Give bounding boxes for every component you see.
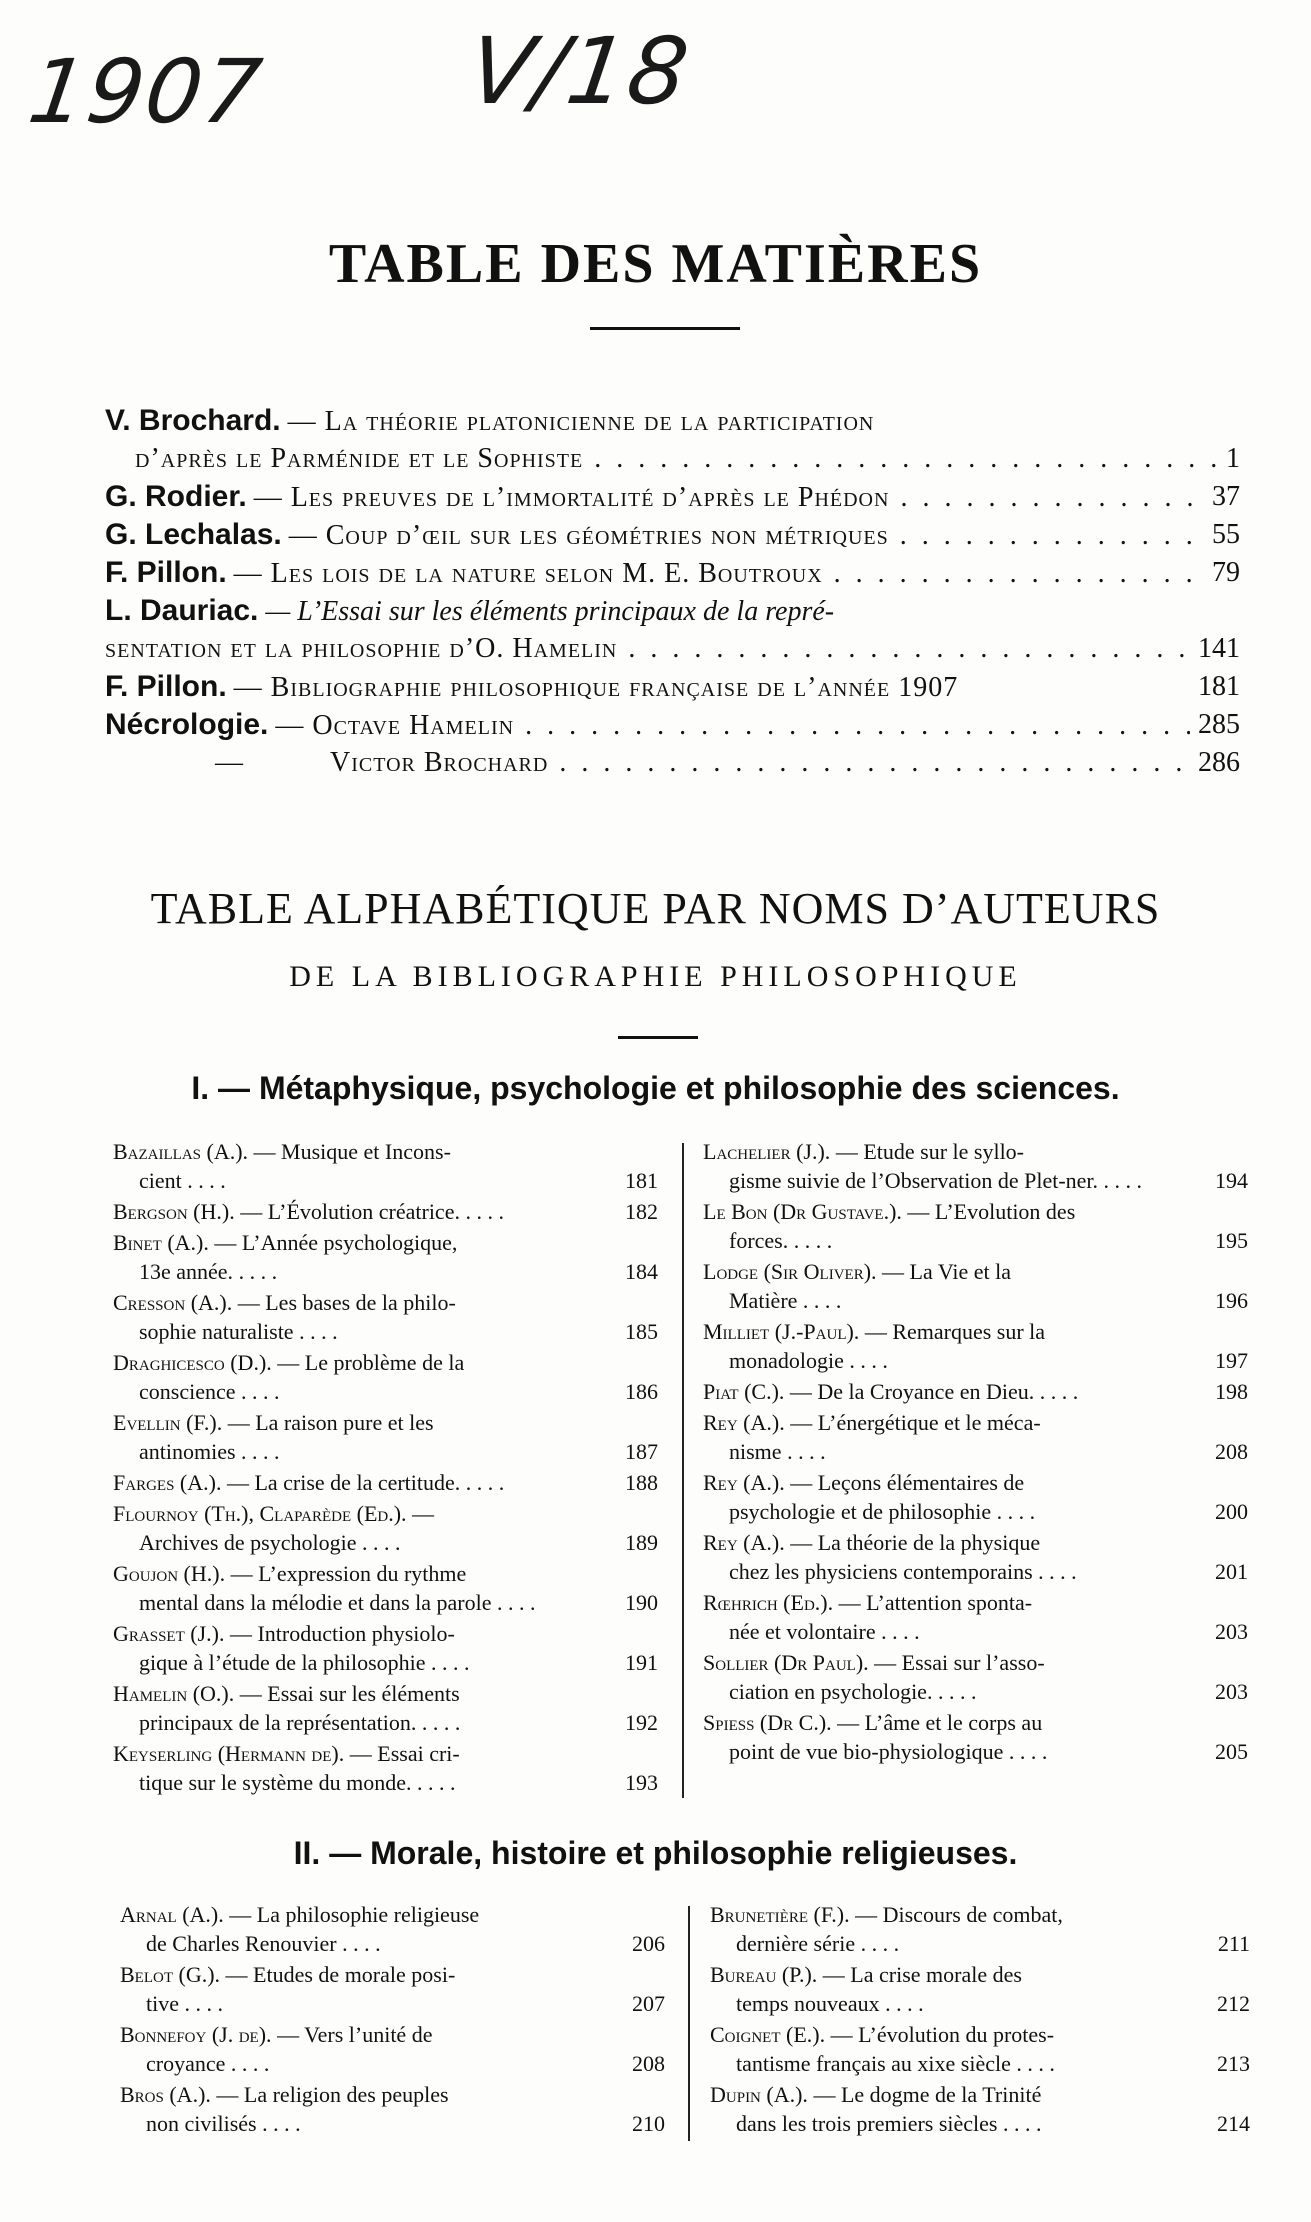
dot-leader: . . . . [181, 1168, 226, 1193]
toc-entry-continuation [105, 630, 1240, 668]
index-title: — Vers l’unité de [277, 2022, 433, 2047]
index-author: Bureau (P.). [710, 1962, 818, 1987]
index-title-continuation: non civilisés [146, 2111, 257, 2136]
toc-entry [105, 478, 1240, 516]
index-entry [703, 1708, 1248, 1766]
index-page: 194 [1215, 1168, 1248, 1193]
index-title-continuation: tive [146, 1991, 179, 2016]
index-title: — L’attention sponta- [838, 1590, 1033, 1615]
index-entry-text [113, 1468, 658, 1497]
handwritten-year: 1907 [22, 40, 270, 143]
index-author: Piat (C.). [703, 1379, 785, 1404]
index-page: 200 [1215, 1499, 1248, 1524]
index-entry [703, 1648, 1248, 1706]
index-entry-text [113, 1288, 658, 1346]
index-author: Brunetière (F.). [710, 1902, 850, 1927]
alphabetical-table-subtitle: DE LA BIBLIOGRAPHIE PHILOSOPHIQUE [289, 960, 1022, 993]
index-title-continuation: Archives de psychologie [139, 1530, 357, 1555]
index-title: — L’Année psychologique, [214, 1230, 458, 1255]
index-entry [113, 1468, 658, 1497]
index-title-continuation: principaux de la représentation. [139, 1710, 417, 1735]
index-title: — Le problème de la [277, 1350, 465, 1375]
index-entry-text [113, 1348, 658, 1406]
dot-leader: . . . . [991, 1499, 1036, 1524]
index-entry-text [113, 1619, 658, 1677]
index-page: 187 [625, 1439, 658, 1464]
index-title-continuation: gisme suivie de l’Observation de Plet-ner. [729, 1168, 1099, 1193]
index-page: 211 [1217, 1931, 1250, 1956]
index-author: Hamelin (O.). [113, 1681, 235, 1706]
index-entry [113, 1228, 658, 1286]
index-page: 214 [1217, 2111, 1250, 2136]
index-page: 182 [625, 1199, 658, 1224]
index-page: 196 [1215, 1288, 1248, 1313]
index-entry-text [113, 1679, 658, 1737]
index-author: Rey (A.). [703, 1530, 785, 1555]
index-author: Milliet (J.-Paul). [703, 1319, 860, 1344]
toc-page: 285 [1190, 706, 1240, 744]
index-title: — Les bases de la philo- [237, 1290, 456, 1315]
index-author: Belot (G.). [120, 1962, 221, 1987]
index-author: Le Bon (Dr Gustave.). [703, 1199, 902, 1224]
index-author: Rey (A.). [703, 1470, 785, 1495]
dot-leader: . . . . [997, 2111, 1042, 2136]
index-entry [113, 1408, 658, 1466]
toc-author: F. Pillon. [105, 556, 227, 589]
index-author: Bonnefoy (J. de). [120, 2022, 272, 2047]
index-entry [120, 2080, 665, 2138]
toc-text: — L’Essai sur les éléments principaux de la repré- [265, 596, 835, 627]
toc-author: G. Rodier. [105, 480, 247, 513]
dot-leader: . . . . [356, 1530, 401, 1555]
index-page: 191 [625, 1650, 658, 1675]
section-heading: I. — Métaphysique, psychologie et philosophie des sciences. [191, 1070, 1120, 1106]
toc-entry [105, 668, 1240, 706]
toc-page: 286 [1190, 744, 1240, 782]
index-column-left [113, 1137, 658, 1799]
index-title: — La crise de la certitude. [226, 1470, 461, 1495]
dot-leader: . . . . [1010, 2051, 1055, 2076]
index-page: 189 [625, 1530, 658, 1555]
index-title: — Essai sur l’asso- [874, 1650, 1045, 1675]
index-title: — L’Évolution créatrice. [240, 1199, 460, 1224]
index-entry-text [113, 1739, 658, 1797]
toc-author: Nécrologie. [105, 708, 269, 741]
dot-leader: . . . . [797, 1288, 842, 1313]
index-page: 193 [625, 1770, 658, 1795]
index-page: 206 [632, 1931, 665, 1956]
index-entry-text [120, 1960, 665, 2018]
index-column-right [710, 1900, 1250, 2140]
index-entry-text [703, 1648, 1248, 1706]
index-page: 188 [625, 1470, 658, 1495]
dot-leader: . . . . [1034, 1379, 1079, 1404]
index-entry-text [703, 1377, 1248, 1406]
index-title: — Musique et Incons- [253, 1139, 451, 1164]
index-page: 203 [1215, 1679, 1248, 1704]
index-page: 184 [625, 1259, 658, 1284]
index-entry-text [710, 2080, 1250, 2138]
toc-entry [105, 554, 1240, 592]
index-title: — La philosophie religieuse [229, 1902, 480, 1927]
index-entry [710, 1960, 1250, 2018]
index-title: — Remarques sur la [864, 1319, 1046, 1344]
index-page: 205 [1215, 1739, 1248, 1764]
index-title: — Essai cri- [349, 1741, 460, 1766]
toc-text: — Bibliographie philosophique française de l’année 1907 [233, 672, 959, 703]
dot-leader: . . . . [875, 1619, 920, 1644]
index-title-continuation: dernière série [736, 1931, 856, 1956]
toc-page: 55 [1204, 516, 1240, 554]
section-heading: II. — Morale, histoire et philosophie religieuses. [293, 1835, 1018, 1871]
index-title-continuation: nisme [729, 1439, 782, 1464]
index-title-continuation: dans les trois premiers siècles [736, 2111, 998, 2136]
dot-leader: . . . . [788, 1228, 833, 1253]
index-author: Farges (A.). [113, 1470, 222, 1495]
index-author: Spiess (Dr C.). [703, 1710, 832, 1735]
index-title: — La crise morale des [822, 1962, 1022, 1987]
dot-leader: . . . . [233, 1259, 278, 1284]
index-page: 195 [1215, 1228, 1248, 1253]
index-entry-text [113, 1197, 658, 1226]
index-title-continuation: temps nouveaux [736, 1991, 880, 2016]
index-entry-text [120, 2080, 665, 2138]
index-entry-text [120, 1900, 665, 1958]
toc-page: 37 [1204, 478, 1240, 516]
index-page: 190 [625, 1590, 658, 1615]
index-author: Keyserling (Hermann de). [113, 1741, 345, 1766]
index-author: Evellin (F.). [113, 1410, 223, 1435]
toc-author: V. Brochard. [105, 404, 281, 437]
toc-text: — Les lois de la nature selon M. E. Boutroux . . . [234, 558, 1240, 589]
index-title: — L’énergétique et le méca- [790, 1410, 1041, 1435]
index-entry [703, 1528, 1248, 1586]
dot-leader: . . . . [256, 2111, 301, 2136]
toc-author: G. Lechalas. [105, 518, 282, 551]
dot-leader: . . . . [855, 1931, 900, 1956]
index-entry-text [703, 1528, 1248, 1586]
index-page: 186 [625, 1379, 658, 1404]
index-author: Bros (A.). [120, 2082, 211, 2107]
index-entry [710, 2020, 1250, 2078]
index-title-continuation: point de vue bio-physiologique [729, 1739, 1004, 1764]
index-title: — De la Croyance en Dieu. [789, 1379, 1035, 1404]
index-entry-text [703, 1257, 1248, 1315]
index-entry-text [710, 1900, 1250, 1958]
index-title: — Introduction physiolo- [229, 1621, 455, 1646]
index-title-continuation: forces. [729, 1228, 789, 1253]
index-title: — La théorie de la physique [790, 1530, 1041, 1555]
index-page: 208 [1215, 1439, 1248, 1464]
index-entry-text [703, 1137, 1248, 1195]
index-entry [703, 1317, 1248, 1375]
dot-leader: . . . . [235, 1379, 280, 1404]
index-author: Rœhrich (Ed.). [703, 1590, 834, 1615]
index-entry [703, 1408, 1248, 1466]
index-title-continuation: chez les physiciens contemporains [729, 1559, 1033, 1584]
toc-text: sentation et la philosophie d’O. Hamelin . . . [105, 633, 1240, 664]
dot-leader: . . . . [1003, 1739, 1048, 1764]
index-title-continuation: sophie naturaliste [139, 1319, 294, 1344]
index-author: Grasset (J.). [113, 1621, 225, 1646]
dot-leader: . . . . [1098, 1168, 1143, 1193]
column-divider [682, 1143, 684, 1798]
index-page: 192 [625, 1710, 658, 1735]
index-entry-text [703, 1317, 1248, 1375]
index-entry [703, 1257, 1248, 1315]
table-of-contents [105, 402, 1240, 782]
index-entry-text [703, 1588, 1248, 1646]
index-entry-text [703, 1708, 1248, 1766]
index-page: 201 [1215, 1559, 1248, 1584]
index-entry [710, 1900, 1250, 1958]
index-title-continuation: tantisme français au xixe siècle [736, 2051, 1011, 2076]
toc-page: 141 [1190, 630, 1240, 668]
index-column-right [703, 1137, 1248, 1768]
index-entry [113, 1288, 658, 1346]
index-author: Lachelier (J.). [703, 1139, 831, 1164]
index-entry [113, 1679, 658, 1737]
dot-leader: . . . . [459, 1199, 504, 1224]
index-title: — Leçons élémentaires de [790, 1470, 1025, 1495]
toc-page: 1 [1218, 440, 1240, 478]
index-entry [113, 1137, 658, 1195]
index-author: Draghicesco (D.). [113, 1350, 272, 1375]
section-rule [618, 1036, 698, 1039]
index-entry-text [113, 1408, 658, 1466]
index-title: — Etudes de morale posi- [225, 1962, 456, 1987]
index-entry [113, 1348, 658, 1406]
index-entry-text [113, 1137, 658, 1195]
dot-leader: . . . . [781, 1439, 826, 1464]
toc-text: — La théorie platonicienne de la participation [287, 406, 875, 437]
alphabetical-table-title: TABLE ALPHABÉTIQUE PAR NOMS D’AUTEURS [150, 884, 1161, 933]
toc-entry [105, 402, 1240, 440]
dot-leader: . . . . [179, 1991, 223, 2016]
column-divider [688, 1906, 690, 2141]
dot-leader: . . . . [932, 1679, 977, 1704]
index-title-continuation: Matière [729, 1288, 798, 1313]
index-entry [113, 1739, 658, 1797]
index-title: — La Vie et la [882, 1259, 1012, 1284]
handwritten-volume: V/18 [462, 18, 697, 125]
toc-page: 79 [1204, 554, 1240, 592]
index-author: Goujon (H.). [113, 1561, 226, 1586]
index-author: Sollier (Dr Paul). [703, 1650, 869, 1675]
dot-leader: . . . . [235, 1439, 280, 1464]
index-title: — La religion des peuples [216, 2082, 449, 2107]
index-page: 210 [632, 2111, 665, 2136]
index-entry-text [113, 1499, 658, 1557]
title-rule [590, 327, 740, 330]
index-title: — Essai sur les éléments [239, 1681, 460, 1706]
dot-leader: . . . . [425, 1650, 470, 1675]
index-entry-text [120, 2020, 665, 2078]
index-title-continuation: conscience [139, 1379, 236, 1404]
index-title: — L’Evolution des [907, 1199, 1076, 1224]
index-entry-text [113, 1559, 658, 1617]
index-entry [120, 1900, 665, 1958]
toc-author: — [215, 747, 243, 778]
index-title: — Discours de combat, [855, 1902, 1063, 1927]
index-page: 203 [1215, 1619, 1248, 1644]
dot-leader: . . . . [411, 1770, 456, 1795]
index-title: — Etude sur le syllo- [835, 1139, 1025, 1164]
index-title: — L’expression du rythme [230, 1561, 467, 1586]
index-author: Bergson (H.). [113, 1199, 235, 1224]
dot-leader: . . . . [336, 1931, 381, 1956]
dot-leader: . . . . [225, 2051, 270, 2076]
index-author: Cresson (A.). [113, 1290, 233, 1315]
index-entry [120, 2020, 665, 2078]
toc-text: d’après le Parménide et le Sophiste . . . [135, 443, 1240, 474]
index-title-continuation: 13e année. [139, 1259, 234, 1284]
dot-leader: . . . . [460, 1470, 505, 1495]
toc-entry [105, 744, 1240, 782]
index-author: Rey (A.). [703, 1410, 785, 1435]
dot-leader: . . . . [1032, 1559, 1077, 1584]
index-author: Arnal (A.). [120, 1902, 224, 1927]
page-title: TABLE DES MATIÈRES [328, 233, 983, 295]
index-author: Dupin (A.). [710, 2082, 808, 2107]
dot-leader: . . . . [293, 1319, 338, 1344]
index-entry-text [703, 1468, 1248, 1526]
index-entry-text [703, 1197, 1248, 1255]
index-title-continuation: de Charles Renouvier [146, 1931, 337, 1956]
index-entry-text [710, 2020, 1250, 2078]
index-page: 208 [632, 2051, 665, 2076]
index-page: 181 [625, 1168, 658, 1193]
index-entry-text [703, 1408, 1248, 1466]
index-title: — L’évolution du protes- [830, 2022, 1055, 2047]
index-entry [113, 1559, 658, 1617]
index-title: — [412, 1501, 435, 1526]
index-title-continuation: croyance [146, 2051, 226, 2076]
index-page: 198 [1215, 1379, 1248, 1404]
index-entry [113, 1499, 658, 1557]
index-page: 213 [1217, 2051, 1250, 2076]
index-title: — Le dogme de la Trinité [813, 2082, 1042, 2107]
dot-leader: . . . . [416, 1710, 461, 1735]
index-title-continuation: monadologie [729, 1348, 844, 1373]
toc-entry-continuation [105, 440, 1240, 478]
toc-text: Victor Brochard . . . [250, 747, 1240, 778]
toc-author: F. Pillon. [105, 670, 227, 703]
index-entry [113, 1619, 658, 1677]
index-title-continuation: mental dans la mélodie et dans la parole [139, 1590, 492, 1615]
toc-author: L. Dauriac. [105, 594, 259, 627]
toc-text: — Coup d’œil sur les géométries non métriques . . . [289, 520, 1240, 551]
dot-leader: . . . . [491, 1590, 536, 1615]
index-column-left [120, 1900, 665, 2140]
toc-entry [105, 706, 1240, 744]
index-title: — L’âme et le corps au [837, 1710, 1043, 1735]
index-entry [120, 1960, 665, 2018]
index-entry [703, 1588, 1248, 1646]
index-entry [710, 2080, 1250, 2138]
index-page: 207 [632, 1991, 665, 2016]
index-entry [703, 1197, 1248, 1255]
toc-entry [105, 516, 1240, 554]
index-author: Binet (A.). [113, 1230, 209, 1255]
index-author: Flournoy (Th.), Claparède (Ed.). [113, 1501, 407, 1526]
dot-leader: . . . . [879, 1991, 924, 2016]
toc-text: — Les preuves de l’immortalité d’après le Phédon . . . [254, 482, 1240, 513]
index-entry [113, 1197, 658, 1226]
index-title: — La raison pure et les [227, 1410, 434, 1435]
index-entry-text [113, 1228, 658, 1286]
index-page: 212 [1217, 1991, 1250, 2016]
index-title-continuation: cient [139, 1168, 182, 1193]
index-author: Bazaillas (A.). [113, 1139, 249, 1164]
index-title-continuation: gique à l’étude de la philosophie [139, 1650, 426, 1675]
index-author: Coignet (E.). [710, 2022, 826, 2047]
index-title-continuation: tique sur le système du monde. [139, 1770, 412, 1795]
toc-page: 181 [1190, 668, 1240, 706]
index-title-continuation: antinomies [139, 1439, 236, 1464]
index-page: 185 [625, 1319, 658, 1344]
index-entry [703, 1468, 1248, 1526]
index-author: Lodge (Sir Oliver). [703, 1259, 877, 1284]
index-title-continuation: ciation en psychologie. [729, 1679, 933, 1704]
dot-leader: . . . . [843, 1348, 888, 1373]
index-title-continuation: psychologie et de philosophie [729, 1499, 992, 1524]
toc-entry [105, 592, 1240, 630]
index-title-continuation: née et volontaire [729, 1619, 876, 1644]
toc-text: — Octave Hamelin . . . [275, 710, 1240, 741]
index-entry-text [710, 1960, 1250, 2018]
index-entry [703, 1377, 1248, 1406]
index-entry [703, 1137, 1248, 1195]
index-page: 197 [1215, 1348, 1248, 1373]
